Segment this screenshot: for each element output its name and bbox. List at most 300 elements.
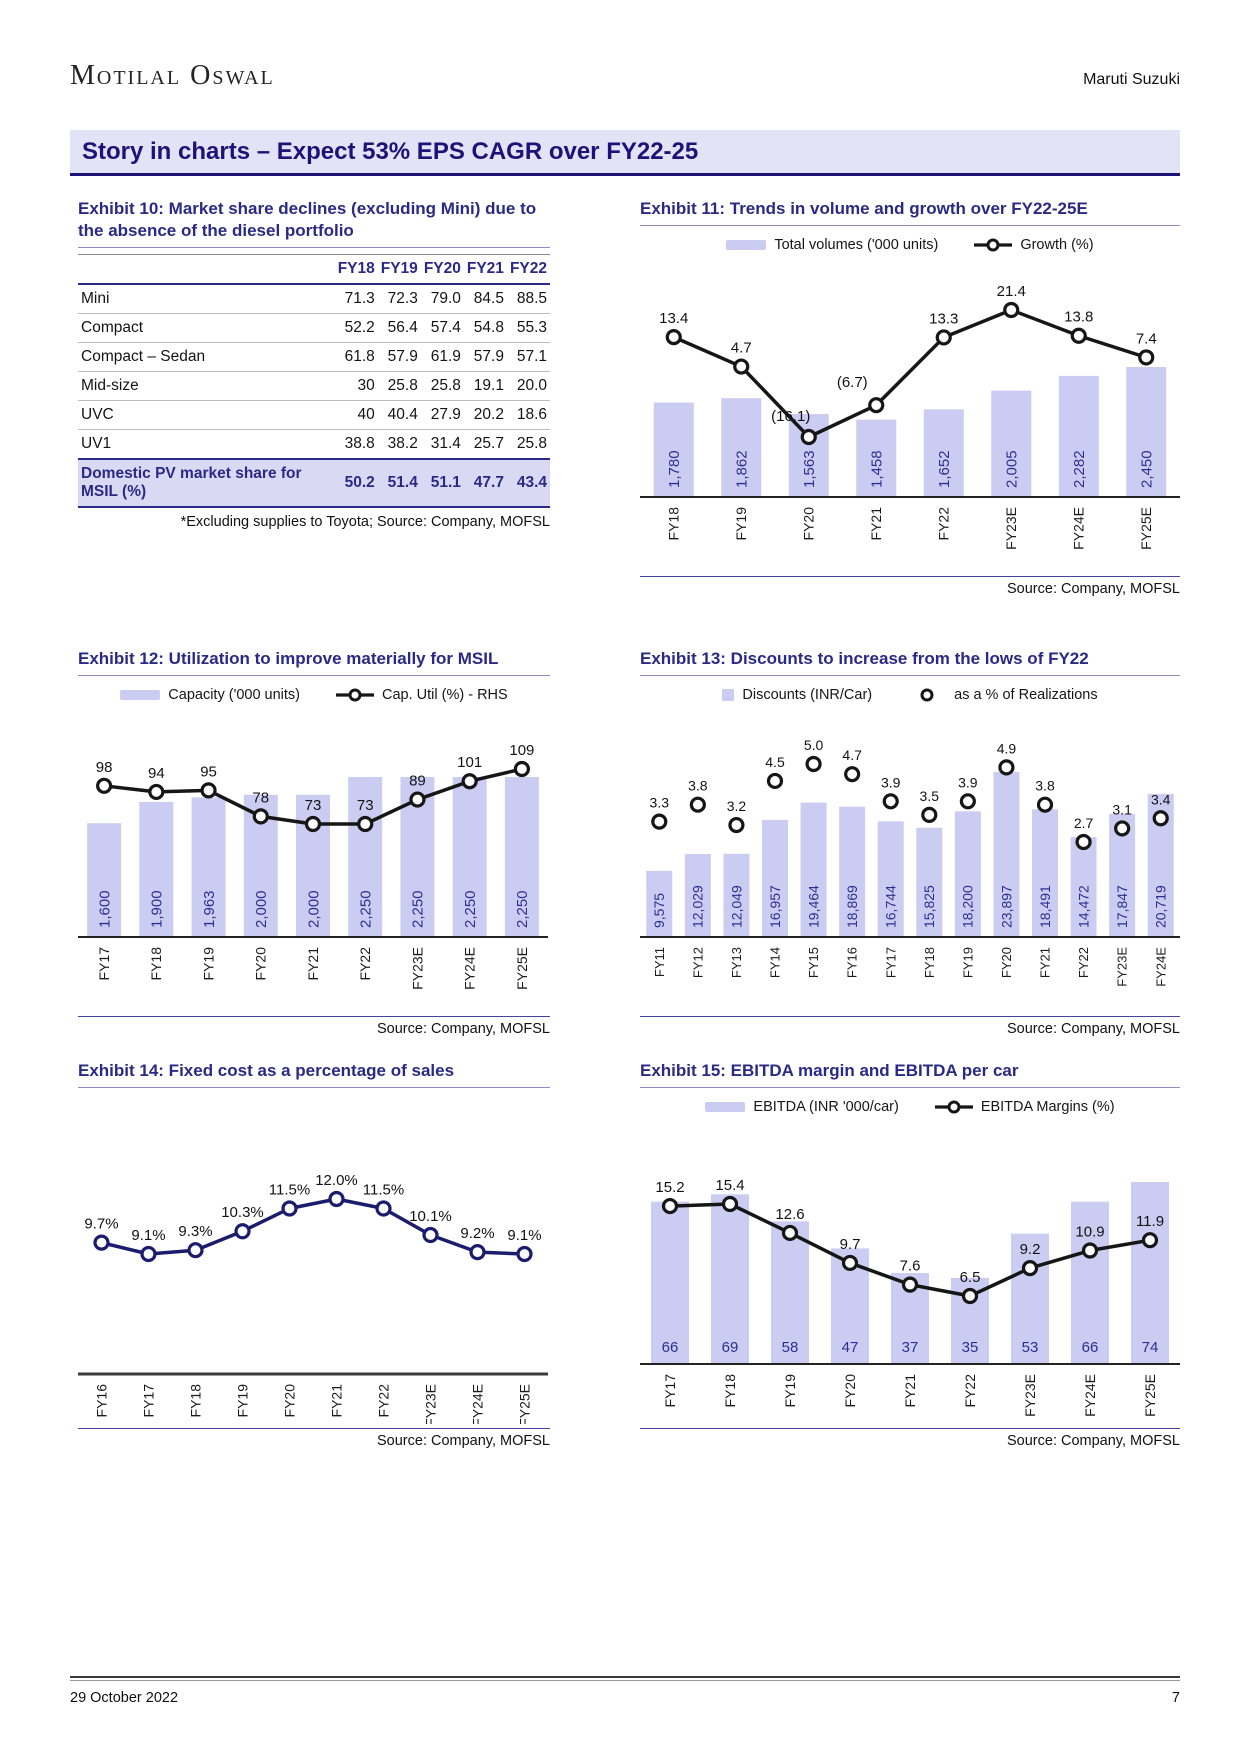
exhibit-13 [640,648,1180,1037]
line-marker [964,1290,977,1303]
svg-text:15.2: 15.2 [655,1179,685,1197]
line-marker [961,795,974,808]
svg-text:66: 66 [661,1339,679,1357]
line-marker [463,775,476,788]
value-cell: 51.1 [421,459,464,507]
line-marker [904,1278,917,1291]
value-cell: 43.4 [507,459,550,507]
svg-text:12.6: 12.6 [775,1206,805,1224]
line-marker [515,763,528,776]
svg-text:FY24E: FY24E [1153,947,1169,987]
line-swatch-icon [974,238,1012,252]
exhibit14-chart-svg [78,1124,548,1424]
svg-text:FY19: FY19 [733,507,750,541]
svg-text:FY22: FY22 [1076,947,1092,979]
line-marker [142,1248,155,1261]
value-cell: 50.2 [335,459,378,507]
svg-text:FY25E: FY25E [513,947,530,990]
legend-line-label: Growth (%) [1020,237,1094,254]
exhibit11-legend [640,232,1180,258]
svg-text:FY22: FY22 [375,1384,392,1418]
line-marker [359,818,372,831]
value-cell: 84.5 [464,284,507,314]
svg-text:FY13: FY13 [728,947,744,979]
row-label-cell: Mini [78,284,335,314]
svg-text:FY23E: FY23E [422,1384,439,1425]
footer-page-number: 7 [1171,1689,1180,1706]
line-marker [730,819,743,832]
legend-line-label: as a % of Realizations [954,687,1098,704]
svg-text:FY11: FY11 [651,947,667,978]
svg-text:66: 66 [1081,1339,1099,1357]
line-marker [1140,351,1153,364]
bar [1131,1182,1169,1364]
svg-text:1,900: 1,900 [148,890,166,929]
svg-text:14,472: 14,472 [1075,885,1092,929]
svg-text:FY20: FY20 [252,947,269,981]
legend-bar-item [705,1099,898,1115]
svg-text:37: 37 [901,1339,919,1357]
svg-text:20,719: 20,719 [1152,885,1169,929]
line-marker [518,1248,531,1261]
svg-text:2,000: 2,000 [305,890,323,929]
svg-text:18,869: 18,869 [844,885,861,929]
svg-text:58: 58 [781,1339,799,1357]
value-cell: 18.6 [507,401,550,430]
exhibit15-source: Source: Company, MOFSL [640,1428,1180,1449]
svg-text:10.9: 10.9 [1075,1223,1105,1241]
svg-text:23,897: 23,897 [998,885,1015,929]
svg-text:18,200: 18,200 [959,885,976,929]
svg-text:FY19: FY19 [960,947,976,979]
line-marker [1000,761,1013,774]
exhibit14-chart [78,1124,550,1424]
svg-text:2,250: 2,250 [461,890,479,929]
line-marker [691,798,704,811]
svg-text:FY15: FY15 [806,947,822,979]
exhibit12-title: Exhibit 12: Utilization to improve materially for MSIL [78,648,550,676]
exhibit14-source: Source: Company, MOFSL [78,1428,550,1449]
table-header-cell: FY19 [378,255,421,285]
svg-text:2,450: 2,450 [1138,450,1156,489]
exhibit12-chart-svg [78,712,548,1012]
legend-line-item [908,687,1097,703]
svg-text:11.9: 11.9 [1135,1213,1165,1231]
svg-text:FY17: FY17 [661,1374,678,1408]
svg-text:FY21: FY21 [1037,947,1053,979]
svg-text:13.8: 13.8 [1064,308,1094,326]
svg-text:9.2: 9.2 [1019,1241,1041,1259]
value-cell: 71.3 [335,284,378,314]
bar-swatch-icon [120,690,160,700]
exhibit13-title: Exhibit 13: Discounts to increase from the lows of FY22 [640,648,1180,676]
legend-line-label: Cap. Util (%) - RHS [382,687,508,704]
svg-text:FY19: FY19 [234,1384,251,1418]
legend-bar-label: Total volumes ('000 units) [774,237,939,254]
line-marker [95,1236,108,1249]
value-cell: 54.8 [464,314,507,343]
table-header-cell: FY20 [421,255,464,285]
table-row [78,314,550,343]
svg-text:2,250: 2,250 [357,890,375,929]
bar-swatch-icon [705,1102,745,1112]
exhibit12-chart [78,712,550,1012]
svg-text:FY23E: FY23E [1021,1374,1038,1417]
line-marker [1116,822,1129,835]
line-marker [254,810,267,823]
data-table [78,254,550,508]
svg-text:FY20: FY20 [841,1374,858,1408]
svg-text:FY21: FY21 [901,1374,918,1408]
exhibit-10 [78,198,550,530]
row-label-cell: UV1 [78,430,335,460]
line-marker [844,1257,857,1270]
svg-text:19,464: 19,464 [805,885,822,929]
line-swatch-icon [336,688,374,702]
line-marker [807,758,820,771]
svg-text:78: 78 [252,789,270,807]
svg-text:9.2%: 9.2% [460,1225,495,1243]
svg-text:89: 89 [409,772,426,790]
svg-text:3.3: 3.3 [649,794,670,811]
svg-text:FY16: FY16 [93,1384,110,1418]
legend-bar-item [726,237,938,253]
page-header [70,60,1180,92]
svg-text:16,744: 16,744 [882,885,899,929]
svg-text:FY24E: FY24E [469,1384,486,1425]
line-marker [769,775,782,788]
line-marker [471,1246,484,1259]
table-row [78,372,550,401]
value-cell: 38.2 [378,430,421,460]
line-marker [802,431,815,444]
value-cell: 25.8 [507,430,550,460]
line-marker [923,808,936,821]
table-row [78,430,550,460]
svg-text:1,652: 1,652 [936,450,953,489]
value-cell: 47.7 [464,459,507,507]
exhibit13-legend [640,682,1180,708]
svg-text:FY21: FY21 [304,947,321,981]
line-marker [202,784,215,797]
line-marker [870,399,883,412]
line-marker [150,786,163,799]
svg-text:FY24E: FY24E [1081,1374,1098,1417]
legend-bar-label: Capacity ('000 units) [168,687,301,704]
svg-text:109: 109 [509,742,535,760]
legend-line-item [336,687,508,703]
svg-text:1,780: 1,780 [666,450,683,489]
exhibit15-chart [640,1124,1180,1424]
line-marker [283,1202,296,1215]
line-marker [1072,329,1085,342]
svg-text:94: 94 [147,765,165,783]
svg-text:FY19: FY19 [200,947,217,981]
svg-text:13.4: 13.4 [659,310,689,328]
svg-text:FY18: FY18 [665,507,682,541]
svg-text:10.1%: 10.1% [409,1208,452,1226]
svg-text:4.7: 4.7 [842,747,862,764]
svg-text:16,957: 16,957 [766,885,783,929]
svg-text:FY17: FY17 [883,947,899,979]
value-cell: 57.9 [378,343,421,372]
svg-text:4.9: 4.9 [996,740,1017,757]
exhibit-11 [640,198,1180,597]
line-marker [664,1200,677,1213]
svg-text:1,458: 1,458 [868,450,886,489]
value-cell: 27.9 [421,401,464,430]
svg-text:5.0: 5.0 [803,737,824,754]
svg-text:FY17: FY17 [140,1384,157,1418]
svg-text:FY20: FY20 [281,1384,298,1418]
market-share-table [78,254,550,508]
svg-text:1,600: 1,600 [96,890,114,929]
svg-text:2.7: 2.7 [1073,815,1094,832]
table-row [78,343,550,372]
legend-line-item [974,237,1093,253]
legend-bar-label: Discounts (INR/Car) [742,687,873,704]
value-cell: 20.2 [464,401,507,430]
table-row [78,401,550,430]
line-marker [307,818,320,831]
line-marker [411,793,424,806]
svg-text:FY21: FY21 [868,507,885,541]
row-label-cell: Compact [78,314,335,343]
line-marker [1039,798,1052,811]
line-marker [884,795,897,808]
legend-line-item [935,1099,1115,1115]
svg-text:9.7: 9.7 [839,1236,861,1254]
svg-text:2,282: 2,282 [1071,450,1088,489]
svg-text:9.1%: 9.1% [507,1227,542,1245]
exhibit13-source: Source: Company, MOFSL [640,1016,1180,1037]
svg-text:3.2: 3.2 [726,798,747,815]
value-cell: 57.9 [464,343,507,372]
line-marker [1144,1234,1157,1247]
svg-text:53: 53 [1021,1339,1039,1357]
svg-text:13.3: 13.3 [929,310,959,328]
svg-text:FY18: FY18 [721,1374,738,1408]
svg-text:FY16: FY16 [844,947,860,979]
svg-text:FY23E: FY23E [1003,507,1020,550]
svg-text:3.8: 3.8 [688,777,708,794]
svg-text:2,000: 2,000 [253,890,271,929]
svg-text:1,563: 1,563 [801,450,818,489]
value-cell: 25.7 [464,430,507,460]
line-marker [735,360,748,373]
svg-text:FY18: FY18 [148,947,165,981]
line-marker [667,331,680,344]
svg-text:101: 101 [457,754,483,772]
svg-text:74: 74 [1141,1339,1159,1357]
line-marker [937,331,950,344]
exhibit11-title: Exhibit 11: Trends in volume and growth over FY22-25E [640,198,1180,226]
footer-date: 29 October 2022 [70,1689,179,1706]
line-marker [724,1198,737,1211]
svg-text:3.8: 3.8 [1035,777,1055,794]
svg-text:4.7: 4.7 [730,339,752,357]
svg-text:FY25E: FY25E [1141,1374,1158,1417]
svg-text:11.5%: 11.5% [362,1181,405,1199]
bar-swatch-icon [726,240,766,250]
svg-text:73: 73 [304,797,322,815]
line-marker [784,1227,797,1240]
svg-text:FY22: FY22 [357,947,374,981]
svg-text:FY25E: FY25E [516,1384,533,1425]
line-marker [1005,304,1018,317]
svg-text:73: 73 [356,797,374,815]
svg-text:15.4: 15.4 [715,1177,745,1195]
table-header-cell: FY18 [335,255,378,285]
svg-text:9.3%: 9.3% [178,1223,213,1241]
svg-text:1,963: 1,963 [200,890,218,929]
svg-text:FY17: FY17 [96,947,113,981]
line-swatch-icon [908,688,946,702]
value-cell: 55.3 [507,314,550,343]
svg-text:7.4: 7.4 [1135,330,1157,348]
svg-text:9,575: 9,575 [651,893,668,929]
table-header-cell [78,255,335,285]
line-marker [1084,1244,1097,1257]
line-marker [98,779,111,792]
exhibit15-legend [640,1094,1180,1120]
table-row [78,459,550,507]
motilal-oswal-logo: Motilal Oswal [70,60,275,91]
value-cell: 31.4 [421,430,464,460]
table-header-cell: FY22 [507,255,550,285]
row-label-cell: Compact – Sedan [78,343,335,372]
svg-text:FY23E: FY23E [409,947,426,990]
line-marker [1077,836,1090,849]
svg-text:FY24E: FY24E [461,947,478,990]
svg-text:12,049: 12,049 [728,885,745,929]
line-marker [330,1193,343,1206]
value-cell: 25.8 [378,372,421,401]
svg-text:4.5: 4.5 [765,754,785,771]
svg-text:FY19: FY19 [781,1374,798,1408]
line-marker [846,768,859,781]
svg-text:2,250: 2,250 [409,890,427,929]
value-cell: 30 [335,372,378,401]
report-subject: Maruti Suzuki [1083,71,1180,88]
exhibit14-title: Exhibit 14: Fixed cost as a percentage of sales [78,1060,550,1088]
table-header-cell: FY21 [464,255,507,285]
svg-text:FY22: FY22 [935,507,952,541]
svg-text:FY18: FY18 [921,947,937,979]
table-row [78,284,550,314]
svg-text:2,250: 2,250 [514,890,532,929]
line-marker [189,1244,202,1257]
exhibit14-legend-spacer [78,1094,550,1120]
value-cell: 40 [335,401,378,430]
exhibit15-chart-svg [640,1124,1180,1424]
svg-text:17,847: 17,847 [1114,885,1131,929]
value-cell: 40.4 [378,401,421,430]
exhibit12-source: Source: Company, MOFSL [78,1016,550,1037]
value-cell: 61.8 [335,343,378,372]
value-cell: 52.2 [335,314,378,343]
svg-text:FY23E: FY23E [1114,947,1130,987]
svg-text:FY24E: FY24E [1070,507,1087,550]
row-label-cell: UVC [78,401,335,430]
line-marker [377,1202,390,1215]
svg-text:(16.1): (16.1) [771,408,811,426]
bar-swatch-icon [722,689,734,701]
legend-bar-item [722,687,872,703]
value-cell: 61.9 [421,343,464,372]
svg-text:69: 69 [721,1339,739,1357]
exhibit10-title: Exhibit 10: Market share declines (excluding Mini) due to the absence of the diesel portfolio [78,198,550,248]
section-title-banner [70,130,1180,176]
value-cell: 72.3 [378,284,421,314]
value-cell: 51.4 [378,459,421,507]
row-label-cell: Domestic PV market share for MSIL (%) [78,459,335,507]
svg-text:12,029: 12,029 [689,885,706,929]
svg-text:9.7%: 9.7% [84,1215,119,1233]
svg-text:95: 95 [200,763,217,781]
legend-bar-item [120,687,300,703]
svg-text:3.4: 3.4 [1150,791,1171,808]
exhibit15-title: Exhibit 15: EBITDA margin and EBITDA per car [640,1060,1180,1088]
svg-text:7.6: 7.6 [899,1257,921,1275]
svg-text:3.1: 3.1 [1112,801,1132,818]
exhibit12-legend [78,682,550,708]
value-cell: 79.0 [421,284,464,314]
exhibit13-chart-svg [640,712,1180,1012]
svg-text:98: 98 [95,758,113,776]
value-cell: 19.1 [464,372,507,401]
value-cell: 20.0 [507,372,550,401]
line-marker [1154,812,1167,825]
value-cell: 25.8 [421,372,464,401]
svg-text:FY22: FY22 [961,1374,978,1408]
value-cell: 57.1 [507,343,550,372]
exhibit-12 [78,648,550,1037]
line-marker [424,1229,437,1242]
line-swatch-icon [935,1100,973,1114]
exhibit-14 [78,1060,550,1449]
exhibit11-chart-svg [640,262,1180,572]
svg-text:11.5%: 11.5% [268,1181,311,1199]
value-cell: 88.5 [507,284,550,314]
svg-text:3.9: 3.9 [958,774,978,791]
exhibit10-footnote: *Excluding supplies to Toyota; Source: Company, MOFSL [180,514,550,531]
svg-text:15,825: 15,825 [921,885,938,929]
value-cell: 38.8 [335,430,378,460]
svg-text:FY14: FY14 [767,947,783,979]
exhibit11-chart [640,262,1180,572]
line-marker [1024,1262,1037,1275]
svg-text:21.4: 21.4 [996,283,1026,301]
svg-text:FY20: FY20 [998,947,1014,979]
svg-text:6.5: 6.5 [959,1269,981,1287]
svg-text:FY20: FY20 [800,507,817,541]
svg-text:FY25E: FY25E [1138,507,1155,550]
value-cell: 57.4 [421,314,464,343]
legend-line-label: EBITDA Margins (%) [980,1099,1115,1116]
svg-text:18,491: 18,491 [1036,885,1053,929]
row-label-cell: Mid-size [78,372,335,401]
svg-text:FY21: FY21 [328,1384,345,1418]
page-footer [70,1676,1180,1706]
line-marker [236,1225,249,1238]
exhibit13-chart [640,712,1180,1012]
svg-text:3.5: 3.5 [919,787,940,804]
value-cell: 56.4 [378,314,421,343]
svg-text:47: 47 [841,1339,859,1357]
svg-text:3.9: 3.9 [880,774,901,791]
svg-text:10.3%: 10.3% [221,1204,264,1222]
